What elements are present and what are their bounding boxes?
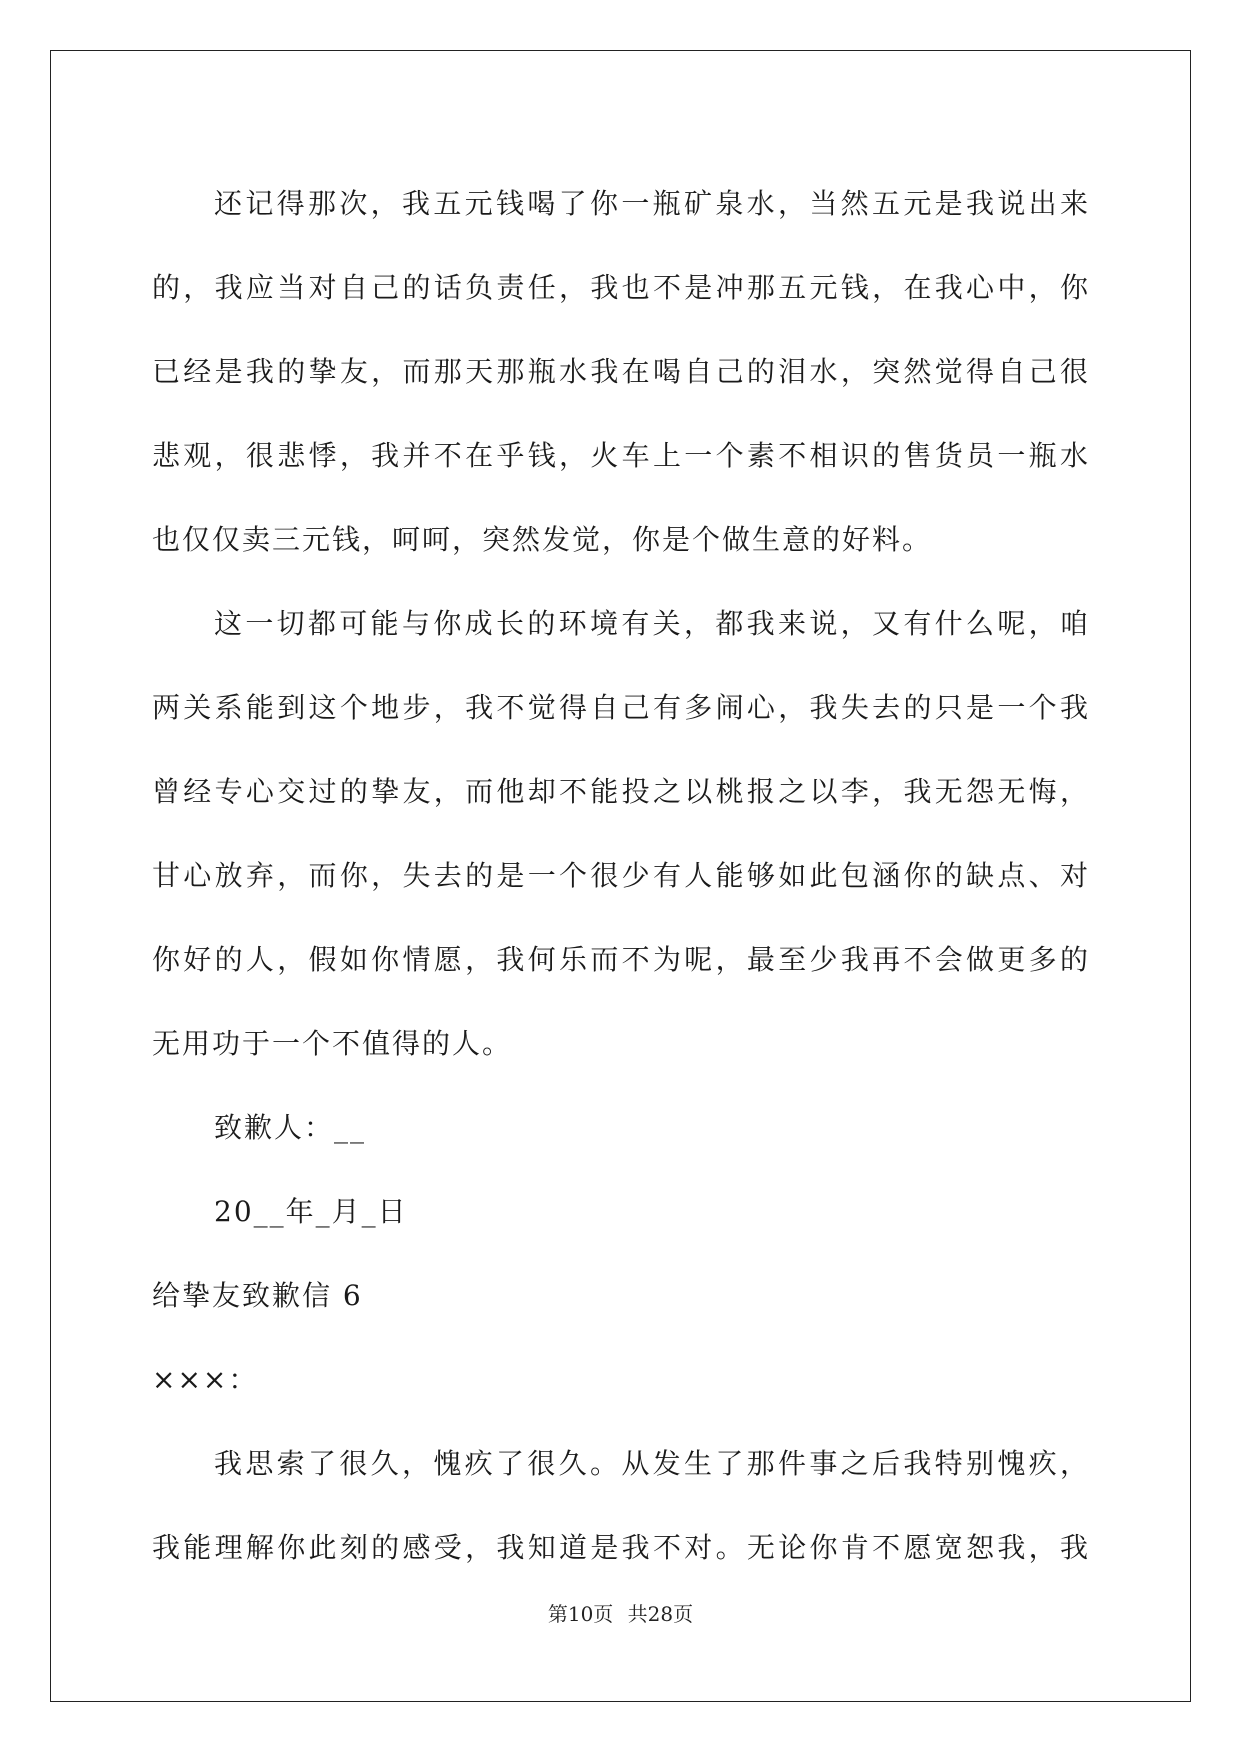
paragraph-line: 甘心放弃，而你，失去的是一个很少有人能够如此包涵你的缺点、对: [152, 859, 1090, 892]
date-line: 20__年_月_日: [214, 1195, 408, 1228]
page-number: 第10页: [547, 1602, 614, 1626]
page-total: 共28页: [627, 1602, 694, 1626]
paragraph-line: 还记得那次，我五元钱喝了你一瓶矿泉水，当然五元是我说出来: [214, 187, 1090, 220]
signature-line: 致歉人：__: [214, 1111, 367, 1144]
salutation: ×××：: [152, 1363, 259, 1396]
paragraph-line: 这一切都可能与你成长的环境有关，都我来说，又有什么呢，咱: [214, 607, 1090, 640]
paragraph-line: 也仅仅卖三元钱，呵呵，突然发觉，你是个做生意的好料。: [152, 523, 933, 556]
paragraph-line: 你好的人，假如你情愿，我何乐而不为呢，最至少我再不会做更多的: [152, 943, 1090, 976]
paragraph-line: 我思索了很久，愧疚了很久。从发生了那件事之后我特别愧疚，: [214, 1447, 1090, 1480]
paragraph-line: 我能理解你此刻的感受，我知道是我不对。无论你肯不愿宽恕我，我: [152, 1531, 1090, 1564]
page-footer: [0, 1598, 1241, 1627]
paragraph-line: 两关系能到这个地步，我不觉得自己有多闹心，我失去的只是一个我: [152, 691, 1090, 724]
paragraph-line: 已经是我的挚友，而那天那瓶水我在喝自己的泪水，突然觉得自己很: [152, 355, 1090, 388]
paragraph-line: 无用功于一个不值得的人。: [152, 1027, 513, 1060]
paragraph-line: 曾经专心交过的挚友，而他却不能投之以桃报之以李，我无怨无悔，: [152, 775, 1090, 808]
letter-heading: 给挚友致歉信 6: [152, 1279, 363, 1312]
paragraph-line: 的，我应当对自己的话负责任，我也不是冲那五元钱，在我心中，你: [152, 271, 1090, 304]
paragraph-line: 悲观，很悲悸，我并不在乎钱，火车上一个素不相识的售货员一瓶水: [152, 439, 1090, 472]
document-body: [152, 162, 1090, 1590]
